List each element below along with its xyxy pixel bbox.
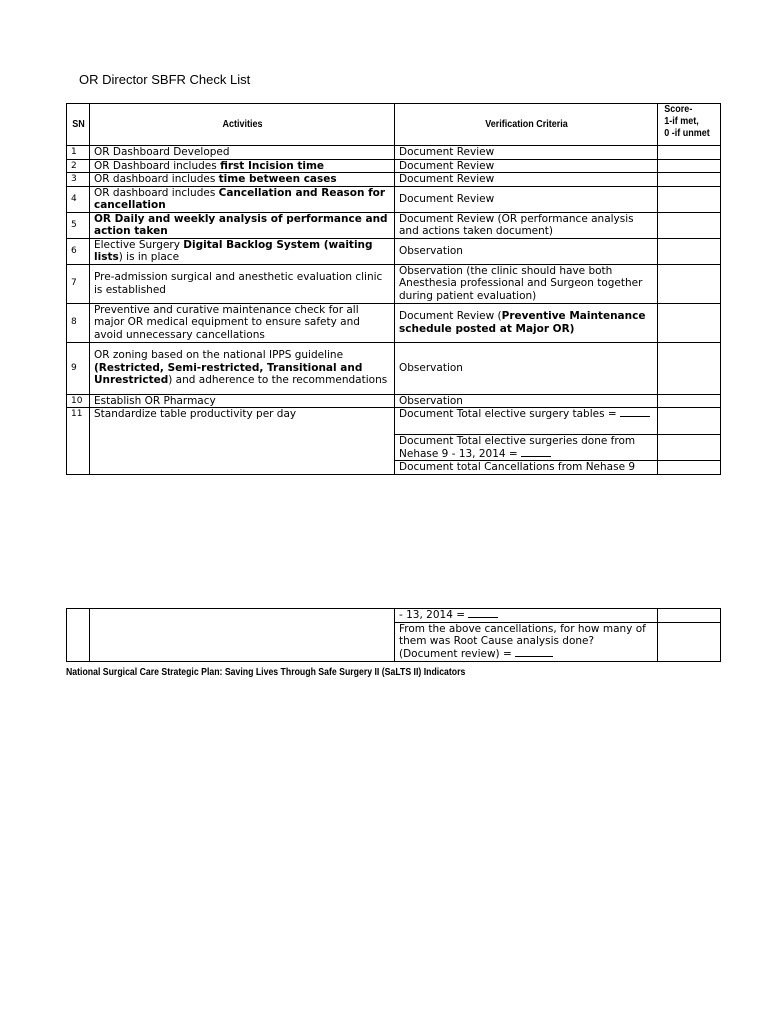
activity-cell xyxy=(90,408,395,475)
activity-text: OR zoning based on the national IPPS guideline xyxy=(94,349,344,362)
table-row xyxy=(67,303,721,342)
header-score-line: Score- xyxy=(663,104,692,115)
activity-text: OR dashboard includes xyxy=(94,186,219,199)
header-activities: Activities xyxy=(105,104,380,146)
activity-text: OR dashboard includes xyxy=(94,173,219,185)
score-cell xyxy=(658,264,721,303)
score-cell xyxy=(658,609,721,623)
verification-cell xyxy=(395,159,658,173)
header-row xyxy=(67,104,721,146)
score-cell xyxy=(658,173,721,187)
verification-cell xyxy=(395,394,658,408)
verification-cell xyxy=(395,303,658,342)
score-cell xyxy=(658,461,721,475)
answer-blank[interactable] xyxy=(620,415,650,417)
verification-cell xyxy=(395,186,658,212)
verification-text: Document Review xyxy=(399,159,495,172)
header-sn: SN xyxy=(68,104,89,146)
verification-text: Document Review xyxy=(399,192,495,205)
table-row xyxy=(67,394,721,408)
score-cell xyxy=(658,408,721,435)
row-number xyxy=(67,609,90,662)
verification-text: From the above cancellations, for how many of them was Root Cause analysis done? (Document review) = xyxy=(399,622,646,660)
activity-text: OR Dashboard Developed xyxy=(94,146,230,158)
activity-text: Preventive and curative maintenance check for all major OR medical equipment to ensure safety and avoid unnecessary cancellations xyxy=(94,303,360,341)
activity-text: ) is in place xyxy=(118,251,180,263)
score-cell xyxy=(658,238,721,264)
verification-cell xyxy=(395,264,658,303)
verification-text: Document Review (OR performance analysis and actions taken document) xyxy=(399,212,634,237)
score-cell xyxy=(658,622,721,661)
row-number: 11 xyxy=(67,408,90,475)
verification-text: Document Review xyxy=(399,146,495,158)
header-score-line: 1-if met, xyxy=(663,116,699,127)
row-number: 5 xyxy=(67,212,90,238)
activity-cell xyxy=(90,212,395,238)
verification-cell xyxy=(395,173,658,187)
activity-cell xyxy=(90,173,395,187)
score-cell xyxy=(658,212,721,238)
answer-blank[interactable] xyxy=(515,655,553,657)
table-row xyxy=(67,342,721,394)
activity-cell xyxy=(90,264,395,303)
activity-text: ) and adherence to the recommendations xyxy=(168,374,388,387)
table-row xyxy=(67,238,721,264)
activity-bold-text: first Incision time xyxy=(220,159,325,172)
activity-bold-text: time between cases xyxy=(218,173,337,185)
activity-text: OR Dashboard includes xyxy=(94,159,221,172)
activity-cell xyxy=(90,159,395,173)
checklist-table xyxy=(66,103,721,475)
table-row xyxy=(67,173,721,187)
table-row xyxy=(67,186,721,212)
row-number: 4 xyxy=(67,186,90,212)
verification-cell xyxy=(395,622,658,661)
activity-text: Pre-admission surgical and anesthetic evaluation clinic is established xyxy=(94,271,383,296)
activity-cell xyxy=(90,186,395,212)
verification-text: Document Total elective surgeries done from Nehase 9 - 13, 2014 = xyxy=(399,435,636,460)
verification-text: - 13, 2014 = xyxy=(399,609,469,621)
row-number: 1 xyxy=(67,146,90,160)
verification-cell xyxy=(395,146,658,160)
activity-bold-text: Digital Backlog System (waiting lists xyxy=(94,238,373,263)
score-cell xyxy=(658,159,721,173)
activity-text: Standardize table productivity per day xyxy=(94,408,297,420)
row-number: 3 xyxy=(67,173,90,187)
verification-text: Observation (the clinic should have both Anesthesia professional and Surgeon together during patient evaluation) xyxy=(399,264,643,302)
verification-text: Observation xyxy=(399,244,463,257)
verification-cell xyxy=(395,609,658,623)
verification-text: Observation xyxy=(399,394,463,407)
activity-cell xyxy=(90,342,395,394)
answer-blank[interactable] xyxy=(468,616,498,618)
activity-bold-text: Cancellation and Reason for cancellation xyxy=(94,186,386,211)
row-number: 8 xyxy=(67,303,90,342)
verification-text: Observation xyxy=(399,361,463,374)
header-verification: Verification Criteria xyxy=(408,104,645,146)
header-score xyxy=(661,104,718,146)
row-number: 7 xyxy=(67,264,90,303)
score-cell xyxy=(658,186,721,212)
verification-cell xyxy=(395,408,658,435)
verification-bold-text: Preventive Maintenance schedule posted at Major OR) xyxy=(399,310,646,335)
row-number: 2 xyxy=(67,159,90,173)
verification-text: Document Review xyxy=(399,173,495,185)
activity-text: Establish OR Pharmacy xyxy=(94,394,216,407)
activity-cell xyxy=(90,609,395,662)
activity-bold-text: OR Daily and weekly analysis of performance and action taken xyxy=(94,212,388,237)
score-cell xyxy=(658,342,721,394)
row-number: 6 xyxy=(67,238,90,264)
header-score-line: 0 -if unmet xyxy=(663,128,710,139)
verification-text: Document total Cancellations from Nehase 9 xyxy=(399,461,636,473)
score-cell xyxy=(658,435,721,461)
checklist-table-continued xyxy=(66,608,721,662)
answer-blank[interactable] xyxy=(521,455,551,457)
activity-cell xyxy=(90,303,395,342)
verification-cell xyxy=(395,342,658,394)
verification-cell xyxy=(395,461,658,475)
footer-heading: National Surgical Care Strategic Plan: Saving Lives Through Safe Surgery II (SaLTS II) Indicators xyxy=(66,666,466,678)
table-row xyxy=(67,609,721,623)
table-row xyxy=(67,146,721,160)
activity-cell xyxy=(90,146,395,160)
activity-cell xyxy=(90,238,395,264)
score-cell xyxy=(658,394,721,408)
activity-text: Elective Surgery xyxy=(94,238,184,251)
verification-cell xyxy=(395,435,658,461)
page-title: OR Director SBFR Check List xyxy=(79,72,251,87)
table-row xyxy=(67,408,721,435)
verification-text: Document Total elective surgery tables = xyxy=(399,408,621,420)
row-number: 9 xyxy=(67,342,90,394)
verification-cell xyxy=(395,238,658,264)
score-cell xyxy=(658,146,721,160)
table-row xyxy=(67,212,721,238)
row-number: 10 xyxy=(67,394,90,408)
verification-text: Document Review ( xyxy=(399,310,502,322)
verification-cell xyxy=(395,212,658,238)
score-cell xyxy=(658,303,721,342)
table-row xyxy=(67,159,721,173)
table-row xyxy=(67,264,721,303)
activity-bold-text: (Restricted, Semi-restricted, Transitional and Unrestricted xyxy=(94,361,363,387)
activity-cell xyxy=(90,394,395,408)
